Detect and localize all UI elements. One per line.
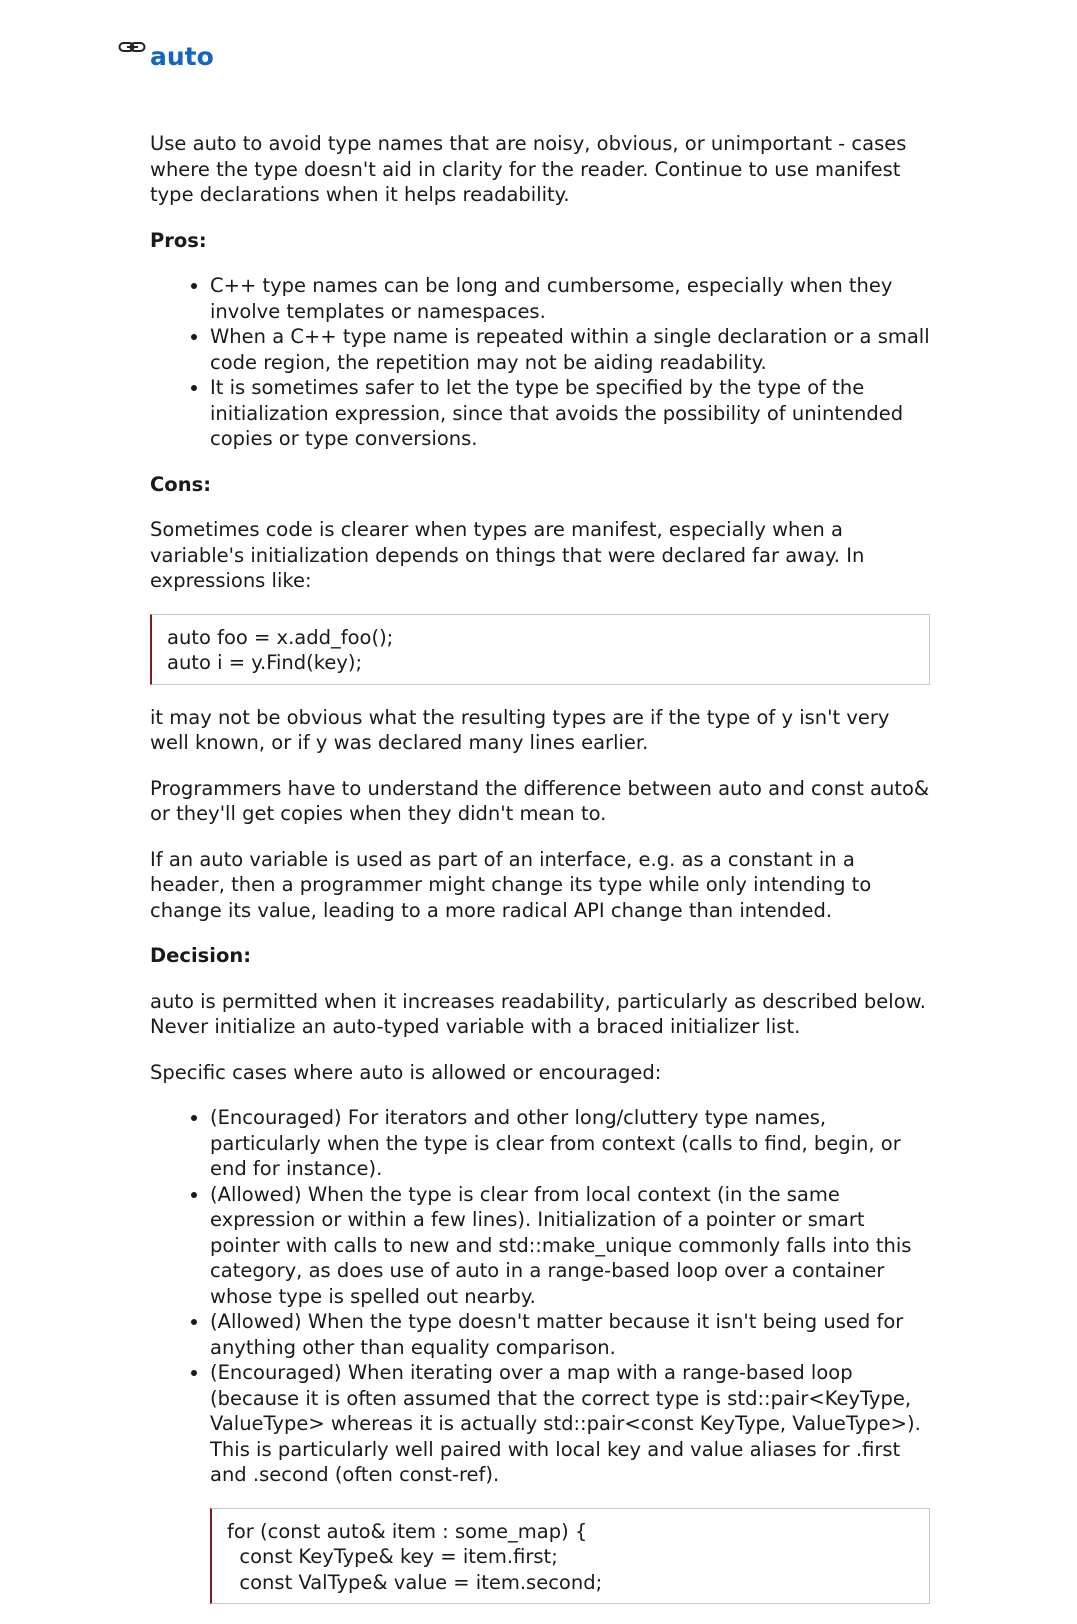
cons-paragraph: Programmers have to understand the difference between auto and const auto& or they'll get copies when they didn't mean to. (150, 776, 930, 825)
code-line: auto i = y.Find(key); (167, 651, 363, 674)
code-block (210, 1508, 930, 1605)
section-title-row (118, 36, 214, 72)
link-icon[interactable] (118, 36, 148, 52)
code-line: for (const auto& item : some_map) { (227, 1519, 588, 1543)
code-line: auto foo = x.add_foo(); (167, 625, 394, 649)
list-item: • (Encouraged) For iterators and other long/cluttery type names, particularly when the type is clear from context (calls to find, begin, or end for instance). (210, 1105, 930, 1182)
pros-heading: Pros: (150, 228, 207, 252)
list-item: • It is sometimes safer to let the type be specified by the type of the initialization expression, since that avoids the possibility of unintended copies or type conversions. (210, 375, 930, 452)
pros-list (150, 273, 930, 452)
cons-heading: Cons: (150, 472, 211, 496)
intro-paragraph: Use auto to avoid type names that are noisy, obvious, or unimportant - cases where the type doesn't aid in clarity for the reader. Continue to use manifest type declarations when it helps readability. (150, 132, 907, 206)
cons-paragraph: Sometimes code is clearer when types are manifest, especially when a variable's initialization depends on things that were declared far away. In expressions like: (150, 518, 865, 592)
decision-heading: Decision: (150, 944, 252, 967)
list-item: • When a C++ type name is repeated within a single declaration or a small code region, the repetition may not be aiding readability. (210, 324, 930, 375)
decision-list (150, 1105, 930, 1488)
document-body (150, 131, 930, 1624)
decision-paragraph: auto is permitted when it increases readability, particularly as described below. Never initialize an auto-typed variable with a braced initializer list. (150, 989, 926, 1038)
list-item: • (Allowed) When the type doesn't matter because it isn't being used for anything other than equality comparison. (210, 1309, 930, 1360)
code-line: const ValType& value = item.second; (227, 1570, 603, 1594)
code-block (150, 614, 930, 685)
page-title: auto (150, 42, 214, 71)
decision-paragraph: Specific cases where auto is allowed or encouraged: (150, 1060, 662, 1084)
list-item: • C++ type names can be long and cumbersome, especially when they involve templates or namespaces. (210, 273, 930, 324)
list-item: • (Encouraged) When iterating over a map with a range-based loop (because it is often assumed that the correct type is std::pair<KeyType, ValueType> whereas it is actually std::pair<const KeyType, ValueType>). This is particularly well paired with local key and value aliases for .first and .second (often const-ref). (210, 1360, 930, 1488)
cons-paragraph: If an auto variable is used as part of an interface, e.g. as a constant in a header, then a programmer might change its type while only intending to change its value, leading to a more radical API change than intended. (150, 847, 872, 922)
cons-paragraph: it may not be obvious what the resulting types are if the type of y isn't very well known, or if y was declared many lines earlier. (150, 705, 890, 754)
code-line: const KeyType& key = item.first; (227, 1545, 558, 1568)
list-item: • (Allowed) When the type is clear from local context (in the same expression or within a few lines). Initialization of a pointer or smart pointer with calls to new and std::make_unique commonly falls into this category, as does use of auto in a range-based loop over a container whose type is spelled out nearby. (210, 1182, 930, 1310)
